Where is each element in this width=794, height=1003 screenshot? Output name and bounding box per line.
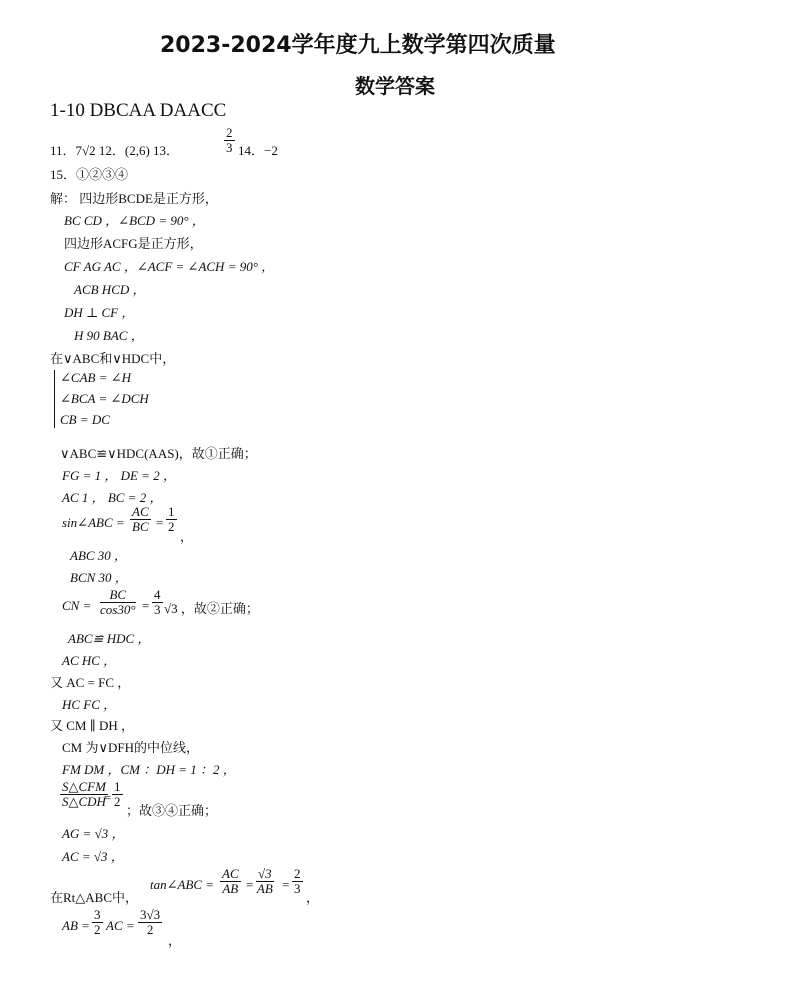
denominator: 3 bbox=[154, 602, 161, 617]
solution-line: ∨ABC≌∨HDC(AAS)，故①正确； bbox=[60, 446, 257, 461]
denominator: BC bbox=[132, 519, 149, 534]
numerator: 3 bbox=[94, 907, 101, 922]
solution-line: DH ⊥ CF ， bbox=[64, 305, 135, 320]
denominator: 2 bbox=[146, 922, 154, 937]
solution-line: tan∠ABC = bbox=[150, 877, 215, 892]
q13-fraction bbox=[224, 126, 235, 155]
solution-line: ∠CAB = ∠H bbox=[60, 370, 131, 385]
fraction bbox=[112, 780, 123, 809]
fraction bbox=[166, 505, 177, 534]
solution-line: AC HC ， bbox=[62, 653, 117, 668]
solution-line: AB = bbox=[62, 918, 90, 933]
numerator: BC bbox=[100, 588, 136, 603]
solution-line: FG = 1 ， DE = 2 ， bbox=[62, 468, 176, 483]
solution-line: CB = DC bbox=[60, 412, 110, 427]
solution-line: AG = √3 ， bbox=[62, 826, 125, 841]
solution-line: ACB HCD ， bbox=[74, 282, 146, 297]
numerator: AC bbox=[222, 866, 239, 881]
fraction bbox=[130, 505, 151, 534]
page-subtitle: 数学答案 bbox=[355, 74, 435, 98]
denominator: 2 bbox=[114, 794, 121, 809]
comma: ， bbox=[180, 529, 194, 544]
solution-line: BC CD ，∠BCD = 90° ， bbox=[64, 213, 205, 228]
q13-numerator: 2 bbox=[226, 125, 233, 140]
solution-line: sin∠ABC = bbox=[62, 515, 125, 530]
equals: = bbox=[142, 598, 150, 613]
equals: = bbox=[156, 515, 164, 530]
answer-15: 15．①②③④ bbox=[50, 167, 129, 182]
solution-line: AC = bbox=[106, 918, 135, 933]
solution-line: 四边形ACFG是正方形， bbox=[64, 236, 203, 251]
denominator: AB bbox=[256, 881, 273, 896]
fraction bbox=[220, 867, 241, 896]
equals: = bbox=[282, 877, 290, 892]
answer-14: 14．−2 bbox=[238, 143, 278, 158]
fraction bbox=[92, 908, 103, 937]
solution-line: ABC≌ HDC ， bbox=[68, 631, 151, 646]
numerator: 1 bbox=[114, 779, 121, 794]
solution-line: HC FC ， bbox=[62, 697, 117, 712]
numerator: 3√3 bbox=[140, 907, 161, 922]
denominator: 3 bbox=[294, 881, 301, 896]
solution-line: BCN 30 ， bbox=[70, 570, 128, 585]
comma: ， bbox=[168, 933, 182, 948]
page-title: 2023-2024学年度九上数学第四次质量 bbox=[160, 33, 556, 58]
numerator: 4 bbox=[154, 587, 161, 602]
numerator: S△CFM bbox=[62, 779, 106, 794]
numerator: 2 bbox=[294, 866, 301, 881]
fraction bbox=[152, 588, 163, 617]
fraction bbox=[292, 867, 303, 896]
solution-line: CN = bbox=[62, 598, 92, 613]
solution-line: AC 1 ， BC = 2 ， bbox=[62, 490, 163, 505]
solution-line: √3 ，故②正确； bbox=[164, 601, 259, 616]
system-brace bbox=[54, 370, 55, 428]
solution-line: H 90 BAC ， bbox=[74, 328, 144, 343]
denominator: cos30° bbox=[100, 602, 136, 617]
denominator: AB bbox=[222, 881, 239, 896]
fraction bbox=[138, 908, 162, 937]
solution-line: 在Rt△ABC中， bbox=[50, 890, 139, 905]
numerator: AC bbox=[132, 504, 149, 519]
solution-line: ；故③④正确； bbox=[126, 803, 218, 818]
equals: = bbox=[104, 790, 112, 805]
solution-line: ABC 30 ， bbox=[70, 548, 128, 563]
denominator: 2 bbox=[168, 519, 175, 534]
solution-line: 又 AC = FC ， bbox=[50, 675, 131, 690]
fraction bbox=[256, 867, 274, 896]
q13-denominator: 3 bbox=[226, 140, 233, 155]
answers-11-14: 11．7√2 12．(2,6) 13． bbox=[50, 143, 180, 158]
solution-line: CM 为∨DFH的中位线， bbox=[62, 740, 200, 755]
solution-line: CF AG AC ，∠ACF = ∠ACH = 90° ， bbox=[64, 259, 275, 274]
solution-line: 解： 四边形BCDE是正方形， bbox=[50, 191, 218, 206]
solution-line: 在∨ABC和∨HDC中， bbox=[50, 351, 176, 366]
solution-line: FM DM ，CM ：DH = 1 ：2 ， bbox=[62, 762, 236, 777]
solution-line: ∠BCA = ∠DCH bbox=[60, 391, 149, 406]
solution-line: AC = √3 ， bbox=[62, 849, 124, 864]
numerator: √3 bbox=[258, 866, 272, 881]
solution-line: 又 CM ∥ DH ， bbox=[50, 718, 135, 733]
denominator: S△CDH bbox=[62, 794, 106, 809]
answers-1-10: 1-10 DBCAA DAACC bbox=[50, 100, 227, 121]
fraction bbox=[60, 780, 108, 809]
comma: ， bbox=[306, 890, 320, 905]
fraction bbox=[100, 588, 136, 617]
denominator: 2 bbox=[94, 922, 101, 937]
numerator: 1 bbox=[168, 504, 175, 519]
equals: = bbox=[246, 877, 254, 892]
